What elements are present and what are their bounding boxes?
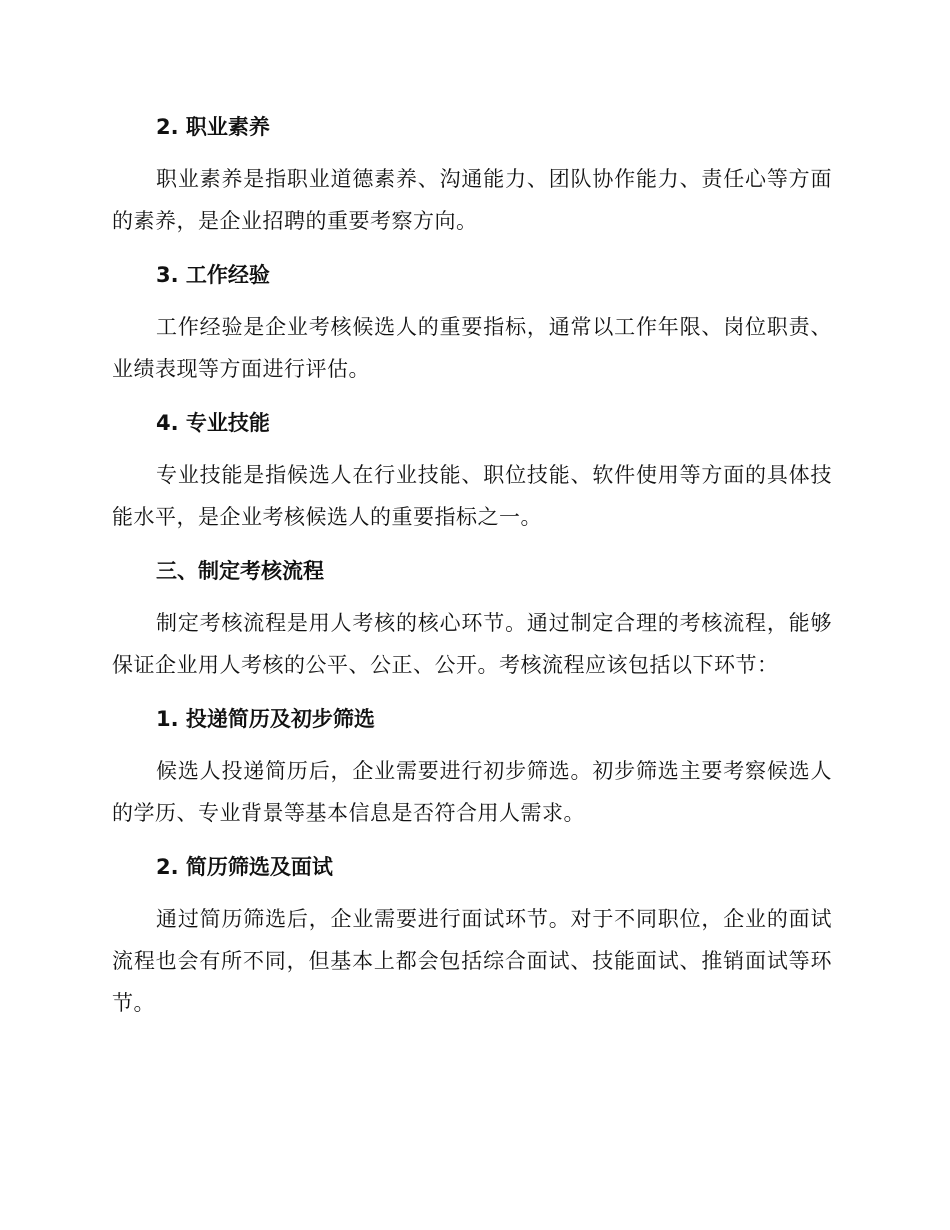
section-heading: 2. 简历筛选及面试 [156,855,333,879]
section-interview [112,846,832,1024]
section-paragraph: 工作经验是企业考核候选人的重要指标，通常以工作年限、岗位职责、业绩表现等方面进行评估。 [112,315,832,381]
section-paragraph: 候选人投递简历后，企业需要进行初步筛选。初步筛选主要考察候选人的学历、专业背景等基本信息是否符合用人需求。 [112,759,832,825]
section-heading: 4. 专业技能 [156,411,270,435]
section-paragraph: 制定考核流程是用人考核的核心环节。通过制定合理的考核流程，能够保证企业用人考核的公平、公正、公开。考核流程应该包括以下环节： [112,611,832,677]
section-paragraph: 职业素养是指职业道德素养、沟通能力、团队协作能力、责任心等方面的素养，是企业招聘的重要考察方向。 [112,167,832,233]
section-work-experience [112,254,832,390]
section-professional-quality [112,106,832,242]
section-heading: 2. 职业素养 [156,115,270,139]
document-content [112,106,832,1036]
section-paragraph: 通过简历筛选后，企业需要进行面试环节。对于不同职位，企业的面试流程也会有所不同，但基本上都会包括综合面试、技能面试、推销面试等环节。 [112,907,832,1015]
section-heading: 三、制定考核流程 [156,559,324,583]
section-heading: 1. 投递简历及初步筛选 [156,707,375,731]
section-professional-skills [112,402,832,538]
section-heading: 3. 工作经验 [156,263,270,287]
section-resume-screening [112,698,832,834]
section-assessment-process [112,550,832,686]
section-paragraph: 专业技能是指候选人在行业技能、职位技能、软件使用等方面的具体技能水平，是企业考核候选人的重要指标之一。 [112,463,832,529]
